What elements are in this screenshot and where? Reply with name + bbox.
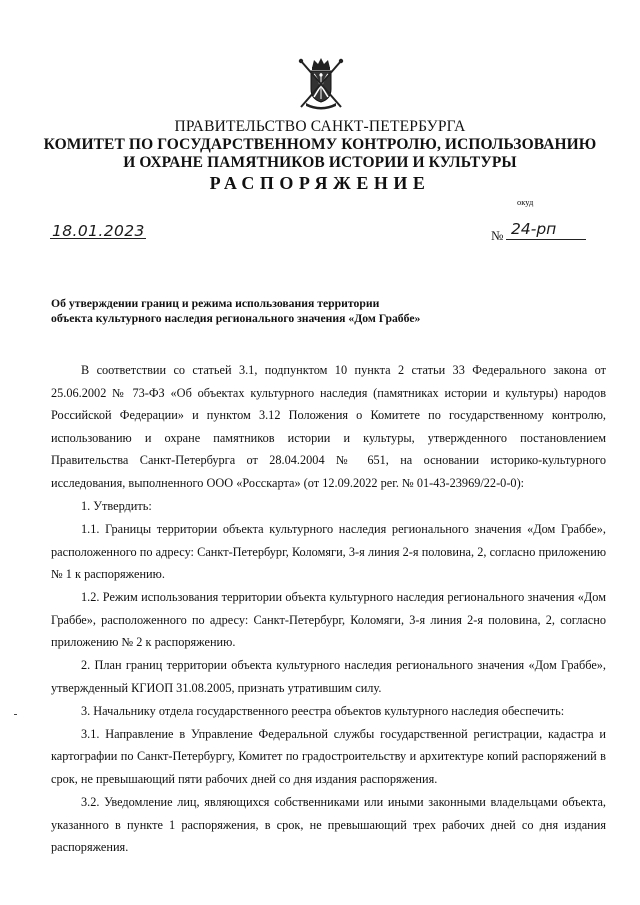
order-body [51, 359, 606, 859]
okud-label: окуд [517, 197, 534, 207]
document-number: 24-рп [511, 220, 557, 238]
clause-1-2: 1.2. Режим использования территории объекта культурного наследия регионального значения «Дом Граббе», расположенного по адресу: Санкт-Петербург, Коломяги, 3-я линия 2-я половина, 2, согласно приложению № 2 к распоряжению. [51, 590, 606, 650]
number-underline [506, 239, 586, 240]
preamble-paragraph: В соответствии со статьей 3.1, подпунктом 10 пункта 2 статьи 33 Федерального закона от 25.06.2002 № 73-ФЗ «Об объектах культурного наследия (памятниках истории и культуры) народов Российской Федерации» и пунктом 3.12 Положения о Комитете по государственному контролю, использованию и охране памятников истории и культуры, утвержденного постановлением Правительства Санкт-Петербурга от 28.04.2004 № 651, на основании историко-культурного исследования, выполненного ООО «Росскарта» (от 12.09.2022 рег. № 01-43-23969/22-0-0): [51, 363, 606, 490]
committee-title-line-2: И ОХРАНЕ ПАМЯТНИКОВ ИСТОРИИ И КУЛЬТУРЫ [123, 154, 517, 171]
clause-2: 2. План границ территории объекта культурного наследия регионального значения «Дом Граббе», утвержденный КГИОП 31.08.2005, признать утратившим силу. [51, 658, 606, 695]
number-label: № [491, 228, 504, 243]
clause-3: 3. Начальнику отдела государственного реестра объектов культурного наследия обеспечить: [81, 703, 565, 718]
clause-1-1: 1.1. Границы территории объекта культурного наследия регионального значения «Дом Граббе», расположенного по адресу: Санкт-Петербург, Коломяги, 3-я линия 2-я половина, 2, согласно приложению № 1 к распоряжению. [51, 521, 606, 582]
committee-title-line-1: КОМИТЕТ ПО ГОСУДАРСТВЕННОМУ КОНТРОЛЮ, ИСПОЛЬЗОВАНИЮ [43, 136, 597, 153]
document-type-heading: РАСПОРЯЖЕНИЕ [209, 173, 431, 193]
st-petersburg-coat-of-arms-icon [296, 55, 346, 113]
scan-mark [14, 714, 17, 715]
clause-3-1: 3.1. Направление в Управление Федеральной службы государственной регистрации, кадастра и картографии по Санкт-Петербургу, Комитет по градостроительству и архитектуре копий распоряжений в срок, не превышающий пяти рабочих дней со дня издания распоряжения. [51, 726, 606, 787]
clause-1: 1. Утвердить: [81, 498, 152, 513]
government-title: ПРАВИТЕЛЬСТВО САНКТ-ПЕТЕРБУРГА [174, 118, 466, 135]
subject-line-2: объекта культурного наследия регионального значения «Дом Граббе» [51, 312, 421, 325]
subject-line-1: Об утверждении границ и режима использования территории [51, 297, 380, 310]
clause-3-2: 3.2. Уведомление лиц, являющихся собственниками или иными законными владельцами объекта, указанного в пункте 1 распоряжения, в срок, не превышающий трех рабочих дней со дня издания распоряжения. [51, 795, 606, 855]
document-date: 18.01.2023 [52, 222, 145, 240]
date-underline [50, 238, 146, 239]
